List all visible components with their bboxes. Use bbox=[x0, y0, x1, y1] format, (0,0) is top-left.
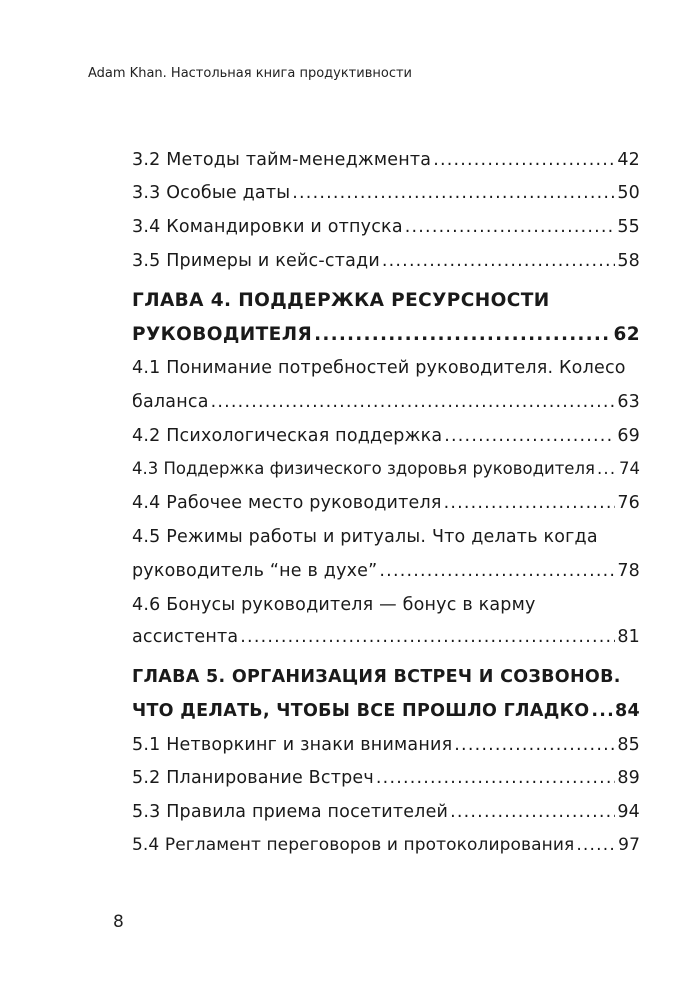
toc-page-number: 50 bbox=[617, 183, 640, 203]
leader-dots bbox=[376, 768, 615, 788]
toc-page-number: 97 bbox=[618, 835, 640, 855]
toc-entry-4-6[interactable]: ассистента ..... 81 bbox=[132, 627, 640, 647]
toc-chapter-4-entry[interactable]: РУКОВОДИТЕЛЯ ..... 62 bbox=[132, 324, 640, 345]
running-header: Adam Khan. Настольная книга продуктивности bbox=[88, 66, 412, 81]
toc-entry-4-1-title[interactable]: 4.1 Понимание потребностей руководителя. Колесо bbox=[132, 358, 626, 378]
toc-page-number: 84 bbox=[615, 701, 640, 721]
toc-entry-3-5[interactable]: 3.5 Примеры и кейс-стади ..... 58 bbox=[132, 251, 640, 271]
toc-page-number: 58 bbox=[617, 251, 640, 271]
leader-dots bbox=[576, 835, 616, 855]
toc-entry-5-4[interactable]: 5.4 Регламент переговоров и протоколирования ..... 97 bbox=[132, 835, 640, 855]
toc-page-number: 78 bbox=[617, 561, 640, 581]
leader-dots bbox=[433, 150, 615, 170]
leader-dots bbox=[314, 324, 611, 345]
leader-dots bbox=[591, 701, 613, 721]
toc-chapter-5-entry[interactable]: ЧТО ДЕЛАТЬ, ЧТОБЫ ВСЕ ПРОШЛО ГЛАДКО ..... 84 bbox=[132, 701, 640, 721]
toc-page-number: 63 bbox=[617, 392, 640, 412]
toc-entry-3-2[interactable]: 3.2 Методы тайм-менеджмента ..... 42 bbox=[132, 150, 640, 170]
toc-chapter-5-title[interactable]: ГЛАВА 5. ОРГАНИЗАЦИЯ ВСТРЕЧ И СОЗВОНОВ. bbox=[132, 667, 621, 687]
toc-page-number: 42 bbox=[617, 150, 640, 170]
toc-page-number: 76 bbox=[617, 493, 640, 513]
leader-dots bbox=[211, 392, 616, 412]
toc-page-number: 69 bbox=[617, 426, 640, 446]
toc-page-number: 94 bbox=[617, 802, 640, 822]
toc-chapter-4-title[interactable]: ГЛАВА 4. ПОДДЕРЖКА РЕСУРСНОСТИ bbox=[132, 290, 550, 311]
leader-dots bbox=[382, 251, 615, 271]
leader-dots bbox=[240, 627, 615, 647]
leader-dots bbox=[444, 493, 616, 513]
leader-dots bbox=[292, 183, 615, 203]
toc-entry-4-4[interactable]: 4.4 Рабочее место руководителя ..... 76 bbox=[132, 493, 640, 513]
toc-page-number: 85 bbox=[617, 735, 640, 755]
toc-entry-5-2[interactable]: 5.2 Планирование Встреч ..... 89 bbox=[132, 768, 640, 788]
leader-dots bbox=[450, 802, 615, 822]
toc-entry-3-3[interactable]: 3.3 Особые даты ..... 50 bbox=[132, 183, 640, 203]
toc-entry-3-4[interactable]: 3.4 Командировки и отпуска ..... 55 bbox=[132, 217, 640, 237]
leader-dots bbox=[379, 561, 615, 581]
toc-entry-5-3[interactable]: 5.3 Правила приема посетителей ..... 94 bbox=[132, 802, 640, 822]
toc-page-number: 62 bbox=[613, 324, 640, 345]
toc-page-number: 74 bbox=[619, 459, 640, 478]
toc-entry-4-5-title[interactable]: 4.5 Режимы работы и ритуалы. Что делать когда bbox=[132, 527, 598, 547]
leader-dots bbox=[444, 426, 615, 446]
toc-page-number: 55 bbox=[617, 217, 640, 237]
toc-page-number: 89 bbox=[617, 768, 640, 788]
leader-dots bbox=[597, 459, 617, 478]
toc-entry-4-5[interactable]: руководитель “не в духе” ..... 78 bbox=[132, 561, 640, 581]
toc-page-number: 81 bbox=[617, 627, 640, 647]
toc-entry-4-1[interactable]: баланса ..... 63 bbox=[132, 392, 640, 412]
leader-dots bbox=[454, 735, 615, 755]
toc-entry-4-2[interactable]: 4.2 Психологическая поддержка ..... 69 bbox=[132, 426, 640, 446]
toc-entry-5-1[interactable]: 5.1 Нетворкинг и знаки внимания ..... 85 bbox=[132, 735, 640, 755]
page-number: 8 bbox=[113, 912, 124, 932]
leader-dots bbox=[405, 217, 616, 237]
toc-entry-4-3[interactable]: 4.3 Поддержка физического здоровья руководителя ..... 74 bbox=[132, 459, 640, 478]
toc-entry-4-6-title[interactable]: 4.6 Бонусы руководителя — бонус в карму bbox=[132, 595, 536, 615]
